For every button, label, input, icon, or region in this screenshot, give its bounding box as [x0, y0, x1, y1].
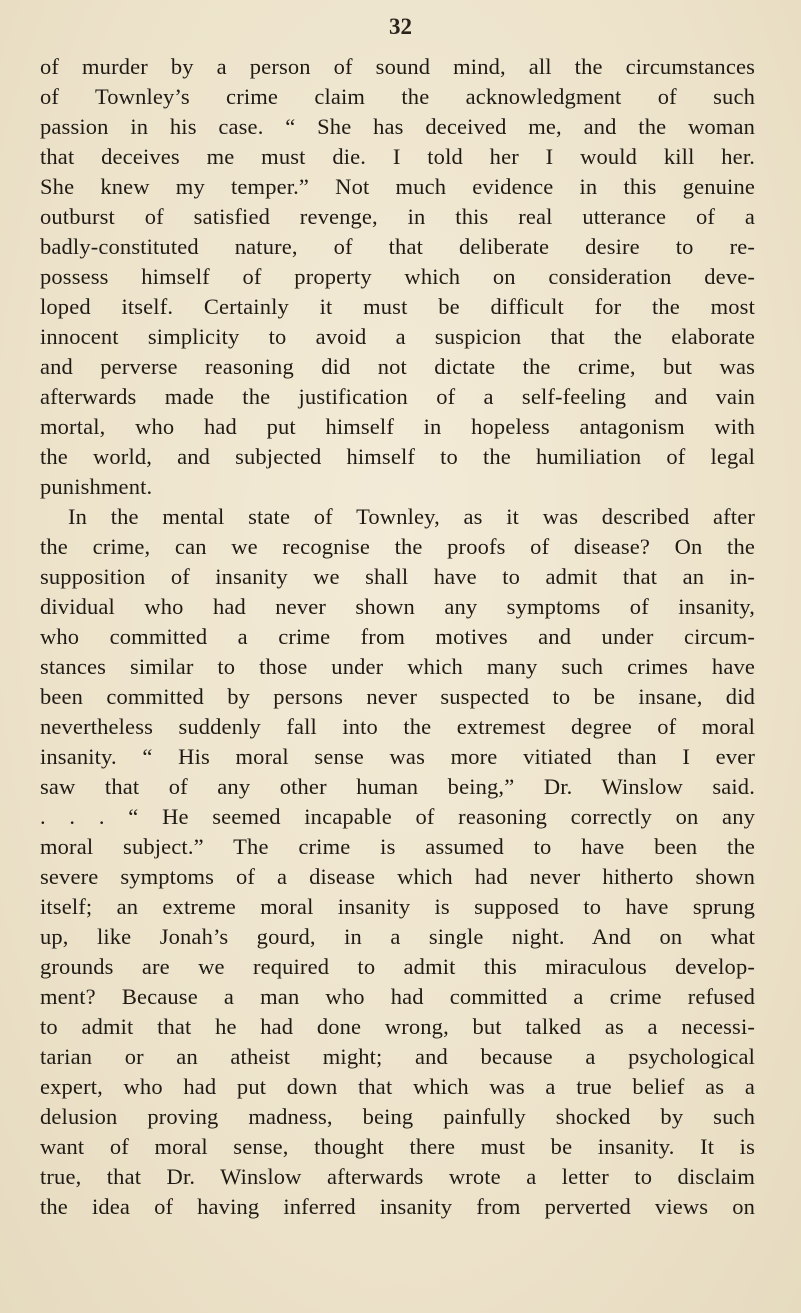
text-line: to admit that he had done wrong, but talked as a necessi- — [40, 1014, 755, 1039]
text-line: itself; an extreme moral insanity is supposed to have sprung — [40, 894, 755, 919]
text-line: stances similar to those under which many such crimes have — [40, 654, 755, 679]
text-line: badly-constituted nature, of that deliberate desire to re- — [40, 234, 755, 259]
text-line: want of moral sense, thought there must be insanity. It is — [40, 1134, 755, 1159]
page-number: 32 — [389, 14, 412, 39]
text-line: passion in his case. “ She has deceived me, and the woman — [40, 114, 755, 139]
text-line: of Townley’s crime claim the acknowledgment of such — [40, 84, 755, 109]
text-line: up, like Jonah’s gourd, in a single night. And on what — [40, 924, 755, 949]
text-line: moral subject.” The crime is assumed to have been the — [40, 834, 755, 859]
paragraph-start-line: In the mental state of Townley, as it was described after — [68, 504, 755, 529]
text-line: been committed by persons never suspected to be insane, did — [40, 684, 755, 709]
text-line: grounds are we required to admit this miraculous develop- — [40, 954, 755, 979]
text-line: afterwards made the justification of a self-feeling and vain — [40, 384, 755, 409]
text-line: and perverse reasoning did not dictate the crime, but was — [40, 354, 755, 379]
text-line: nevertheless suddenly fall into the extremest degree of moral — [40, 714, 755, 739]
text-line: possess himself of property which on consideration deve- — [40, 264, 755, 289]
text-line: punishment. — [40, 474, 153, 499]
text-line: true, that Dr. Winslow afterwards wrote a letter to disclaim — [40, 1164, 755, 1189]
text-line: saw that of any other human being,” Dr. Winslow said. — [40, 774, 755, 799]
text-line: dividual who had never shown any symptoms of insanity, — [40, 594, 755, 619]
body-text — [40, 52, 755, 1222]
text-line: the crime, can we recognise the proofs of disease? On the — [40, 534, 755, 559]
text-line: She knew my temper.” Not much evidence in this genuine — [40, 174, 755, 199]
text-line: the world, and subjected himself to the humiliation of legal — [40, 444, 755, 469]
text-line: innocent simplicity to avoid a suspicion that the elaborate — [40, 324, 755, 349]
text-line: of murder by a person of sound mind, all the circumstances — [40, 54, 755, 79]
text-line: delusion proving madness, being painfully shocked by such — [40, 1104, 755, 1129]
text-line: the idea of having inferred insanity from perverted views on — [40, 1194, 755, 1219]
text-line: supposition of insanity we shall have to admit that an in- — [40, 564, 755, 589]
text-line: outburst of satisfied revenge, in this real utterance of a — [40, 204, 755, 229]
text-line: expert, who had put down that which was a true belief as a — [40, 1074, 755, 1099]
text-line: . . . “ He seemed incapable of reasoning correctly on any — [40, 804, 755, 829]
text-line: mortal, who had put himself in hopeless antagonism with — [40, 414, 755, 439]
text-line: insanity. “ His moral sense was more vitiated than I ever — [40, 744, 755, 769]
text-line: that deceives me must die. I told her I would kill her. — [40, 144, 755, 169]
text-line: who committed a crime from motives and under circum- — [40, 624, 755, 649]
text-line: ment? Because a man who had committed a crime refused — [40, 984, 755, 1009]
text-line: tarian or an atheist might; and because a psychological — [40, 1044, 755, 1069]
text-line: loped itself. Certainly it must be difficult for the most — [40, 294, 755, 319]
text-line: severe symptoms of a disease which had never hitherto shown — [40, 864, 755, 889]
